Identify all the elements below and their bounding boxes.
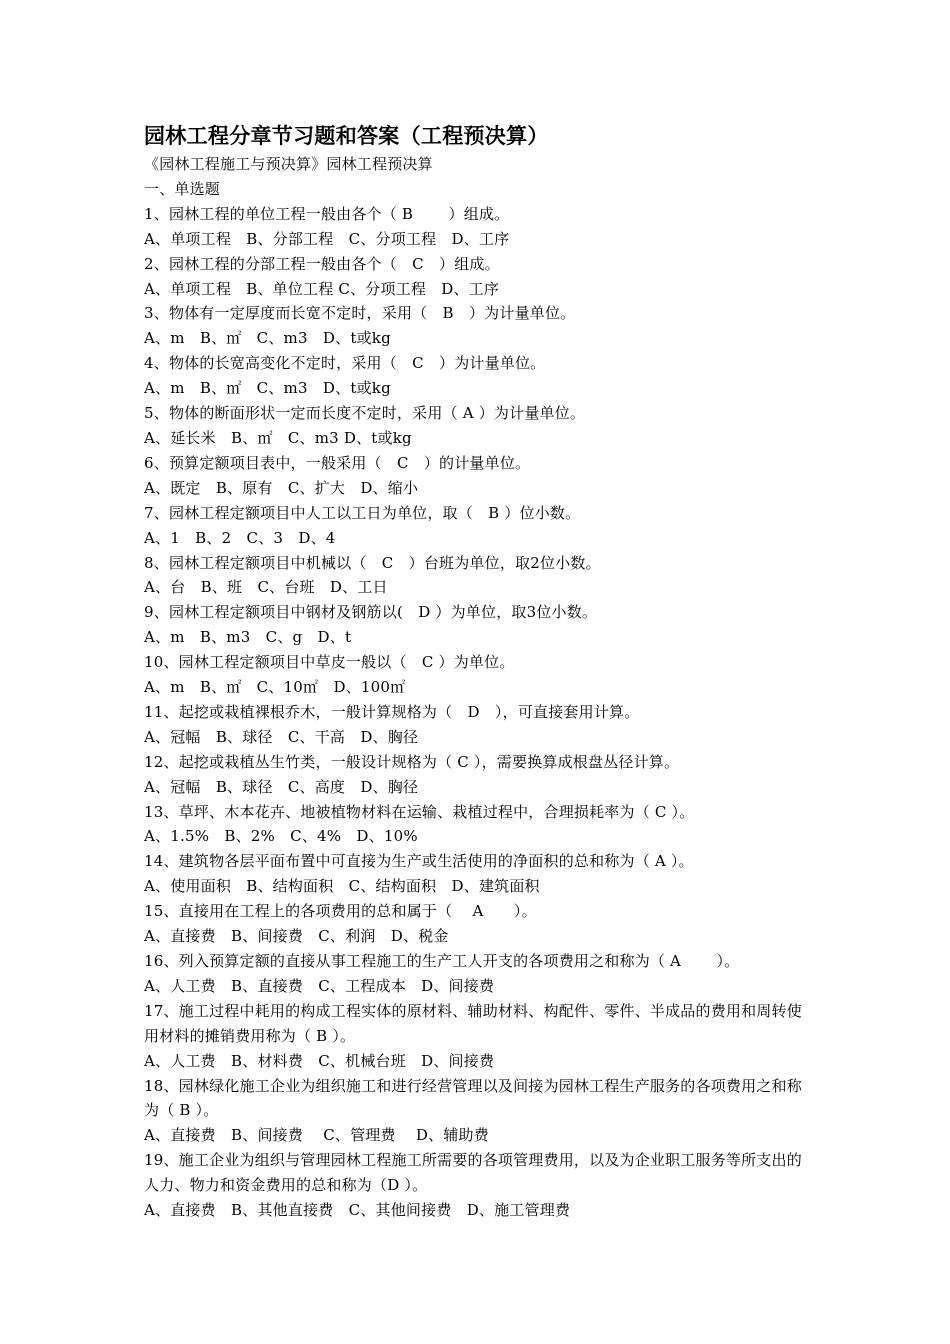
question-16: 16、列入预算定额的直接从事工程施工的生产工人开支的各项费用之和称为（ A ）。 — [144, 952, 740, 970]
question-4: 4、物体的长宽高变化不定时，采用（ C ）为计量单位。 — [144, 354, 546, 373]
document-title: 园林工程分章节习题和答案（工程预决算） — [144, 124, 549, 148]
question-17-options: A、人工费 B、材料费 C、机械台班 D、间接费 — [144, 1051, 495, 1070]
question-8: 8、园林工程定额项目中机械以（ C ）台班为单位，取2位小数。 — [144, 553, 601, 572]
section-heading: 一、单选题 — [144, 179, 221, 198]
question-1-options: A、单项工程 B、分部工程 C、分项工程 D、工序 — [144, 229, 510, 248]
question-2: 2、园林工程的分部工程一般由各个（ C ）组成。 — [144, 254, 500, 273]
question-9-options: A、m B、m3 C、g D、t — [144, 628, 352, 647]
question-5-options: A、延长米 B、㎡ C、m3 D、t或kg — [144, 428, 412, 447]
question-13: 13、草坪、木本花卉、地被植物材料在运输、栽植过程中，合理损耗率为（ C ）。 — [144, 802, 695, 821]
question-3: 3、物体有一定厚度而长宽不定时，采用（ B ）为计量单位。 — [144, 304, 576, 323]
question-6-options: A、既定 B、原有 C、扩大 D、缩小 — [144, 478, 419, 497]
question-17: 17、施工过程中耗用的构成工程实体的原材料、辅助材料、构配件、零件、半成品的费用和周转使用材料的摊销费用称为（ B ）。 — [144, 1001, 802, 1045]
question-1: 1、园林工程的单位工程一般由各个（ B ）组成。 — [144, 204, 510, 223]
question-12-options: A、冠幅 B、球径 C、高度 D、胸径 — [144, 777, 419, 796]
question-13-options: A、1.5% B、2% C、4% D、10% — [144, 827, 418, 846]
question-6: 6、预算定额项目表中，一般采用（ C ）的计量单位。 — [144, 453, 531, 472]
question-18-options: A、直接费 B、间接费 C、管理费 D、辅助费 — [144, 1126, 489, 1145]
question-7: 7、园林工程定额项目中人工以工日为单位，取（ B ）位小数。 — [144, 503, 581, 522]
question-10: 10、园林工程定额项目中草皮一般以（ C ）为单位。 — [144, 653, 515, 672]
question-14-options: A、使用面积 B、结构面积 C、结构面积 D、建筑面积 — [144, 877, 540, 896]
question-16-options: A、人工费 B、直接费 C、工程成本 D、间接费 — [144, 976, 495, 995]
question-10-options: A、m B、㎡ C、10㎡ D、100㎡ — [144, 678, 406, 697]
question-11-options: A、冠幅 B、球径 C、干高 D、胸径 — [144, 727, 419, 746]
question-12: 12、起挖或栽植丛生竹类，一般设计规格为（ C ），需要换算成根盘丛径计算。 — [144, 752, 680, 771]
question-14: 14、建筑物各层平面布置中可直接为生产或生活使用的净面积的总和称为（ A ）。 — [144, 852, 694, 871]
question-3-options: A、m B、㎡ C、m3 D、t或kg — [144, 329, 391, 348]
question-19: 19、施工企业为组织与管理园林工程施工所需要的各项管理费用，以及为企业职工服务等所支出的人力、物力和资金费用的总和称为（D ）。 — [144, 1151, 802, 1195]
question-11: 11、起挖或栽植裸根乔木，一般计算规格为（ D ），可直接套用计算。 — [144, 702, 640, 721]
document-subtitle: 《园林工程施工与预决算》园林工程预决算 — [144, 155, 433, 173]
question-9: 9、园林工程定额项目中钢材及钢筋以( D ）为单位，取3位小数。 — [144, 603, 598, 622]
question-4-options: A、m B、㎡ C、m3 D、t或kg — [144, 379, 391, 398]
question-15: 15、直接用在工程上的各项费用的总和属于（ A ）。 — [144, 902, 537, 921]
document-page — [144, 120, 814, 1223]
question-7-options: A、1 B、2 C、3 D、4 — [144, 528, 336, 547]
question-8-options: A、台 B、班 C、台班 D、工日 — [144, 578, 388, 597]
question-2-options: A、单项工程 B、单位工程 C、分项工程 D、工序 — [144, 279, 500, 298]
question-18: 18、园林绿化施工企业为组织施工和进行经营管理以及间接为园林工程生产服务的各项费用之和称为（ B ）。 — [144, 1076, 802, 1120]
question-5: 5、物体的断面形状一定而长度不定时，采用（ A ）为计量单位。 — [144, 404, 586, 423]
question-15-options: A、直接费 B、间接费 C、利润 D、税金 — [144, 927, 449, 946]
question-19-options: A、直接费 B、其他直接费 C、其他间接费 D、施工管理费 — [144, 1201, 571, 1220]
